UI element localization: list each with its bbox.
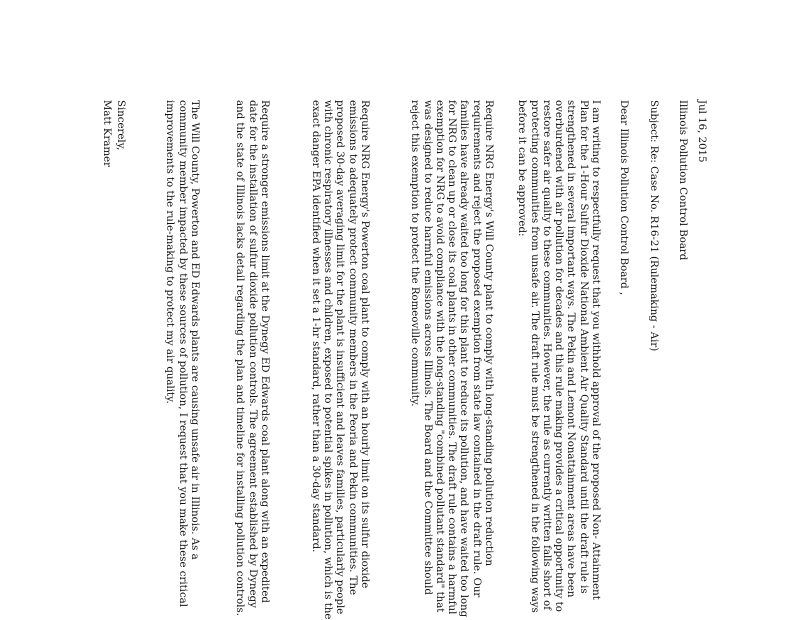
paragraph-request: I am writing to respectfully request that you withhold approval of the proposed Non- Attainment Plan for the 1-Hour Sulfur Dioxide National Ambient Air Quality Standard until the draft rule is strengthened in several important ways. The Pekin and Lemont Nonattainment areas have been overburdened with air pollution for decades and this rule making provides a critical opportunity to restore safer air quality to these communities. However, the rule as currently written falls short of protecting communities from unsafe air. The draft rule must be strengthened in the following ways before it can be approved: <box>516 100 601 613</box>
letter-closing: Sincerely, <box>115 100 126 151</box>
letter-subject: Subject: Re: Case No. R16-21 (Rulemaking - Air) <box>648 100 659 352</box>
letter-page <box>60 100 740 620</box>
letter-date: Jul 16, 2015 <box>696 100 707 163</box>
letter-signature: Matt Kramer <box>101 100 112 168</box>
paragraph-ed-edwards: Require a stronger emissions limit at the Dynegy ED Edwards coal plant along with an expedited date for the installation of sulfur dioxide pollution controls. The agreement established by Dynegy and the state of Illinois lacks detail regarding the plan and timeline for installing pollution controls. <box>234 100 270 616</box>
paragraph-will-county: Require NRG Energy's Will County plant to comply with long-standing pollution reduction requirements and reject the proposed exemption from state law contained in the draft rule. Our families have already waited too long for this plant to reduce its pollution, and have waited too long for NRG to clean up or close its coal plants in other communities. The draft rule contains a harmful exemption for NRG to avoid compliance with the long-standing "combined pollutant standard" that was designed to reduce harmful emissions across Illinois. The Board and the Committee should reject this exemption to protect the Romeoville community. <box>409 100 494 618</box>
letter-recipient: Illinois Pollution Control Board <box>677 100 688 261</box>
paragraph-powerton: Require NRG Energy's Powerton coal plant to comply with an hourly limit on its sulfur dioxide emissions to adequately protect community members in the Peoria and Pekin communities. The proposed 30-day averaging limit for the plant is insufficient and leaves families, particularly people with chronic respiratory illnesses and children, exposed to potential spikes in pollution, which is the exact danger EPA identified when it set a 1-hr standard, rather than a 30-day standard. <box>309 100 370 620</box>
letter-salutation: Dear Illinois Pollution Control Board , <box>618 100 629 296</box>
paragraph-conclusion: The Will County, Powerton and ED Edwards plants are causing unsafe air in Illinois. As a community member impacted by these sources of pollution, I request that you make these critical improvements to the rule-making to protect my air quality. <box>164 100 200 607</box>
